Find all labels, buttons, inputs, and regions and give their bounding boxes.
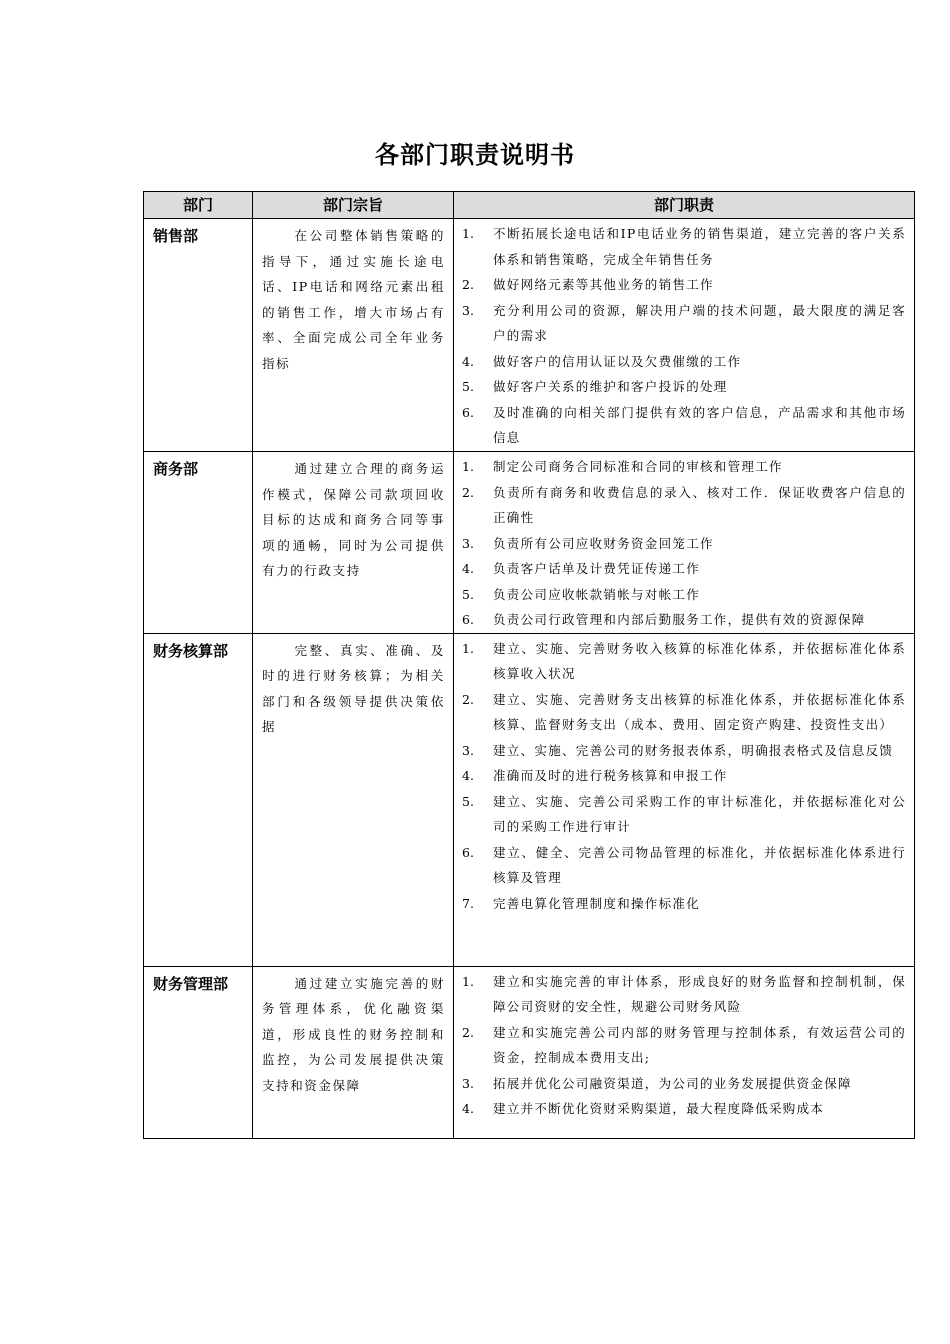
resp-item: 2. 建立、实施、完善财务支出核算的标准化体系，并依据标准化体系核算、监督财务支出（成本、费用、固定资产购建、投资性支出） [462, 691, 906, 732]
header-purpose: 部门宗旨 [253, 192, 454, 219]
department-duties-table [143, 191, 915, 1139]
resp-item: 1. 不断拓展长途电话和IP电话业务的销售渠道，建立完善的客户关系体系和销售策略，完成全年销售任务 [462, 226, 906, 267]
dept-purpose-cell [253, 452, 454, 634]
dept-resp-cell [454, 219, 915, 452]
table-row-finance-mgmt [144, 966, 915, 1138]
resp-list [462, 221, 906, 451]
dept-name: 财务管理部 [144, 966, 253, 1138]
resp-item: 5. 做好客户关系的维护和客户投诉的处理 [462, 379, 728, 394]
page-title: 各部门职责说明书 [375, 141, 575, 169]
dept-purpose: 在公司整体销售策略的指导下，通过实施长途电话、IP电话和网络元素出租的销售工作，增大市场占有率、全面完成公司全年业务指标 [262, 228, 445, 371]
dept-purpose: 完整、真实、准确、及时的进行财务核算；为相关部门和各级领导提供决策依据 [262, 642, 445, 734]
resp-list [462, 636, 906, 917]
resp-item: 2. 做好网络元素等其他业务的销售工作 [462, 277, 714, 292]
resp-item: 1. 建立、实施、完善财务收入核算的标准化体系，并依据标准化体系核算收入状况 [462, 640, 906, 681]
dept-purpose: 通过建立合理的商务运作模式，保障公司款项回收目标的达成和商务合同等事项的通畅，同时为公司提供有力的行政支持 [262, 461, 445, 578]
table-row-sales [144, 219, 915, 452]
dept-resp-cell [454, 452, 915, 634]
dept-name: 财务核算部 [144, 633, 253, 966]
resp-item: 4. 负责客户话单及计费凭证传递工作 [462, 561, 701, 576]
resp-item: 3. 建立、实施、完善公司的财务报表体系，明确报表格式及信息反馈 [462, 742, 894, 758]
dept-purpose-cell [253, 633, 454, 966]
resp-item: 7. 完善电算化管理制度和操作标准化 [462, 895, 701, 911]
resp-item: 6. 及时准确的向相关部门提供有效的客户信息，产品需求和其他市场信息 [462, 404, 906, 445]
resp-item: 1. 制定公司商务合同标准和合同的审核和管理工作 [462, 459, 783, 474]
resp-item: 5. 负责公司应收帐款销帐与对帐工作 [462, 586, 701, 602]
resp-item: 4. 准确而及时的进行税务核算和申报工作 [462, 768, 728, 783]
resp-item: 1. 建立和实施完善的审计体系，形成良好的财务监督和控制机制，保障公司资财的安全性，规避公司财务风险 [462, 973, 906, 1014]
table-row-accounting [144, 633, 915, 966]
resp-item: 6. 建立、健全、完善公司物品管理的标准化，并依据标准化体系进行核算及管理 [462, 844, 906, 885]
dept-name: 销售部 [144, 219, 253, 452]
resp-item: 3. 负责所有公司应收财务资金回笼工作 [462, 535, 714, 551]
header-resp: 部门职责 [454, 192, 915, 219]
table-row-commerce [144, 452, 915, 634]
header-dept: 部门 [144, 192, 253, 219]
dept-resp-cell [454, 633, 915, 966]
dept-name: 商务部 [144, 452, 253, 634]
resp-item: 4. 建立并不断优化资财采购渠道，最大程度降低采购成本 [462, 1101, 825, 1116]
dept-purpose-cell [253, 219, 454, 452]
resp-list [462, 969, 906, 1122]
resp-item: 2. 建立和实施完善公司内部的财务管理与控制体系，有效运营公司的资金，控制成本费用支出; [462, 1024, 906, 1065]
dept-purpose: 通过建立实施完善的财务管理体系，优化融资渠道，形成良性的财务控制和监控，为公司发展提供决策支持和资金保障 [262, 975, 445, 1093]
resp-item: 5. 建立、实施、完善公司采购工作的审计标准化，并依据标准化对公司的采购工作进行审计 [462, 793, 906, 834]
resp-item: 3. 充分利用公司的资源，解决用户端的技术问题，最大限度的满足客户的需求 [462, 302, 906, 343]
dept-purpose-cell [253, 966, 454, 1138]
resp-list [462, 454, 906, 633]
dept-resp-cell [454, 966, 915, 1138]
table-header-row [144, 192, 915, 219]
resp-item: 2. 负责所有商务和收费信息的录入、核对工作．保证收费客户信息的正确性 [462, 484, 906, 525]
resp-item: 4. 做好客户的信用认证以及欠费催缴的工作 [462, 353, 742, 369]
resp-item: 3. 拓展并优化公司融资渠道，为公司的业务发展提供资金保障 [462, 1075, 852, 1091]
resp-item: 6. 负责公司行政管理和内部后勤服务工作，提供有效的资源保障 [462, 612, 866, 627]
